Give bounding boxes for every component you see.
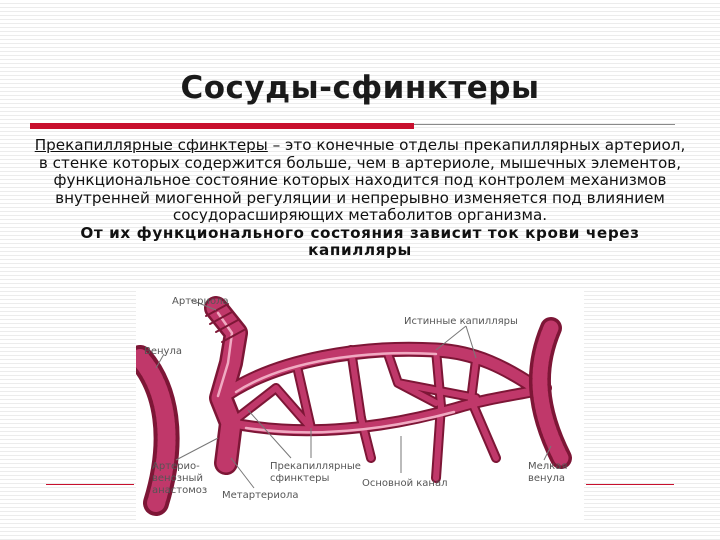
label-precapillary-sphincters-2: сфинктеры — [270, 473, 330, 484]
slide-body — [28, 137, 692, 260]
label-small-venule-1: Мелкая — [528, 461, 568, 472]
definition-term: Прекапиллярные сфинктеры — [34, 136, 268, 154]
label-precapillary-sphincters-1: Прекапиллярные — [270, 461, 361, 472]
label-arteriole: Артериола — [172, 296, 229, 307]
definition-text: – это конечные отделы прекапиллярных артериол, в стенке которых содержится больше, чем в артериоле, мышечных элементов, функциональное состояние которых находится под контролем механизмов внутренней миогенной регуляции и непрерывно изменяется под влиянием сосудорасширяющих метаболитов организма. — [38, 136, 686, 224]
label-av-anastomosis-1: Артерио- — [152, 461, 200, 472]
microcirculation-svg — [136, 288, 584, 520]
label-av-anastomosis-2: венозный — [152, 473, 203, 484]
slide-title: Сосуды-сфинктеры — [180, 70, 540, 106]
label-true-capillaries: Истинные капилляры — [404, 316, 518, 327]
emphasis-text: От их функционального состояния зависит ток крови через капилляры — [80, 223, 640, 259]
footer-rule-left — [46, 484, 134, 485]
right-venule — [540, 328, 561, 458]
footer-rule-right — [586, 484, 674, 485]
label-metarteriole: Метартериола — [222, 490, 299, 501]
label-av-anastomosis-3: анастомоз — [152, 485, 208, 496]
title-accent-bar — [30, 123, 414, 129]
label-main-channel: Основной канал — [362, 478, 448, 489]
label-venule: Венула — [144, 346, 182, 357]
label-small-venule-2: венула — [528, 473, 566, 484]
microcirculation-diagram — [136, 288, 584, 520]
